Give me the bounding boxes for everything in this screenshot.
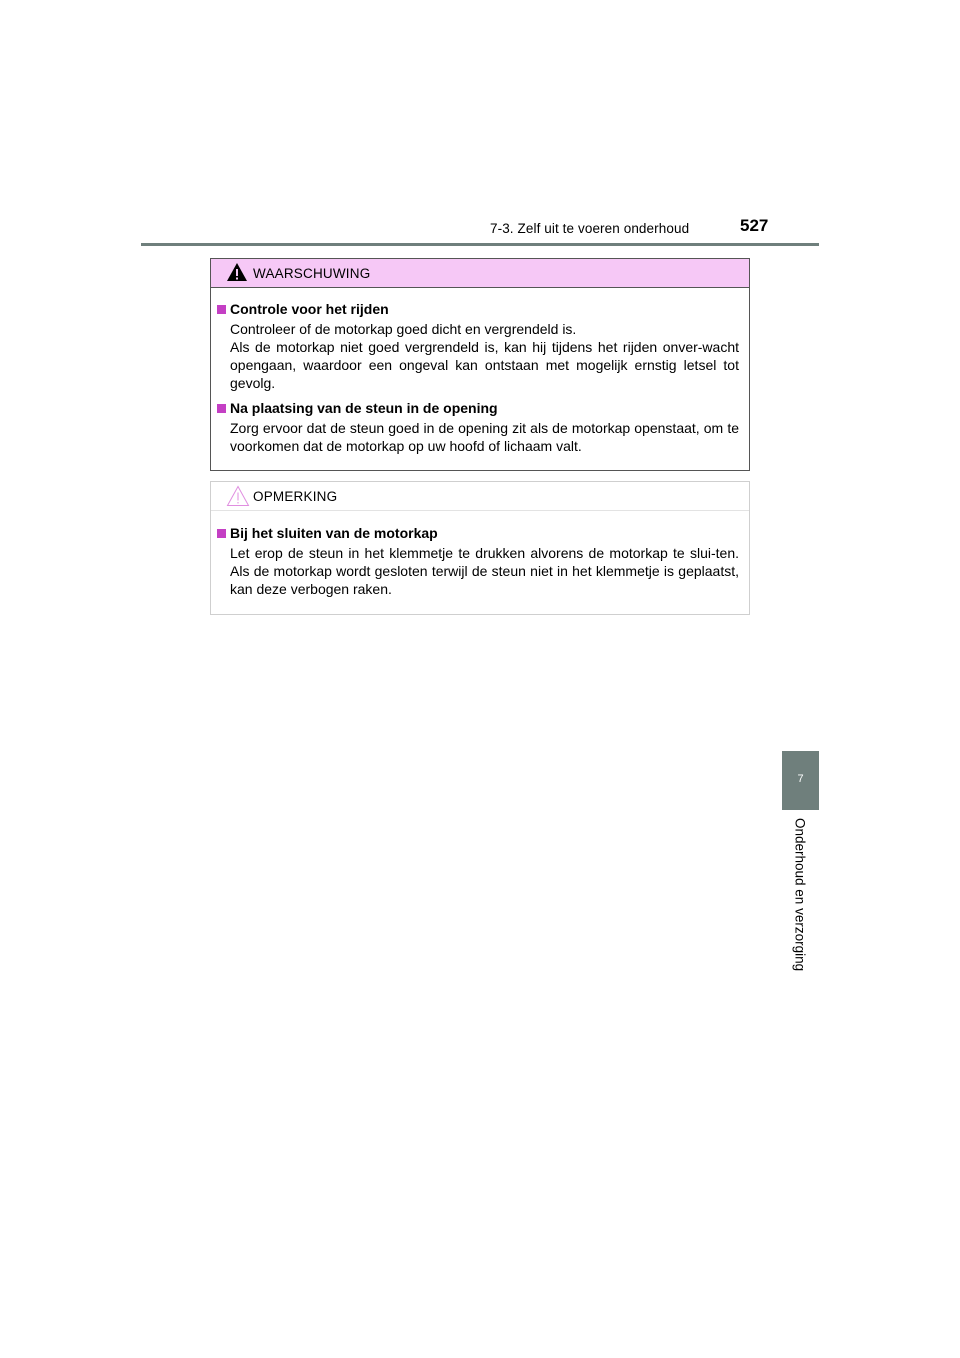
header-divider — [141, 243, 819, 246]
warning-title: WAARSCHUWING — [253, 266, 371, 281]
section-title: 7-3. Zelf uit te voeren onderhoud — [490, 221, 690, 236]
warning-header — [211, 259, 749, 288]
notice-body — [211, 511, 749, 598]
item-title: Controle voor het rijden — [230, 301, 389, 317]
warning-body — [211, 288, 749, 455]
notice-title: OPMERKING — [253, 489, 338, 504]
square-bullet-icon — [217, 305, 226, 314]
item-paragraph: Controleer of de motorkap goed dicht en vergrendeld is. — [230, 321, 577, 337]
chapter-number: 7 — [797, 773, 804, 785]
caution-triangle-icon — [226, 485, 250, 507]
notice-header — [211, 482, 749, 511]
square-bullet-icon — [217, 404, 226, 413]
warning-item — [217, 300, 739, 392]
warning-box — [210, 258, 750, 471]
chapter-title: Onderhoud en verzorging — [792, 818, 808, 972]
square-bullet-icon — [217, 529, 226, 538]
warning-item — [217, 399, 739, 455]
item-paragraph: Zorg ervoor dat de steun goed in de opening zit als de motorkap openstaat, om te voorkomen dat de motorkap op uw hoofd of lichaam valt. — [230, 420, 739, 454]
item-paragraph: Als de motorkap niet goed vergrendeld is, kan hij tijdens het rijden onver-wacht opengaan, waardoor een ongeval kan ontstaan met mogelijk ernstig letsel tot gevolg. — [230, 339, 739, 391]
notice-item — [217, 524, 739, 598]
chapter-tab — [782, 751, 819, 810]
item-title: Bij het sluiten van de motorkap — [230, 525, 438, 541]
page-number: 527 — [740, 216, 769, 235]
item-title: Na plaatsing van de steun in de opening — [230, 400, 498, 416]
notice-box — [210, 481, 750, 615]
item-paragraph: Let erop de steun in het klemmetje te drukken alvorens de motorkap te slui-ten. Als de motorkap wordt gesloten terwijl de steun niet in het klemmetje is geplaatst, kan deze verbogen raken. — [230, 545, 739, 597]
warning-triangle-icon — [226, 262, 248, 282]
